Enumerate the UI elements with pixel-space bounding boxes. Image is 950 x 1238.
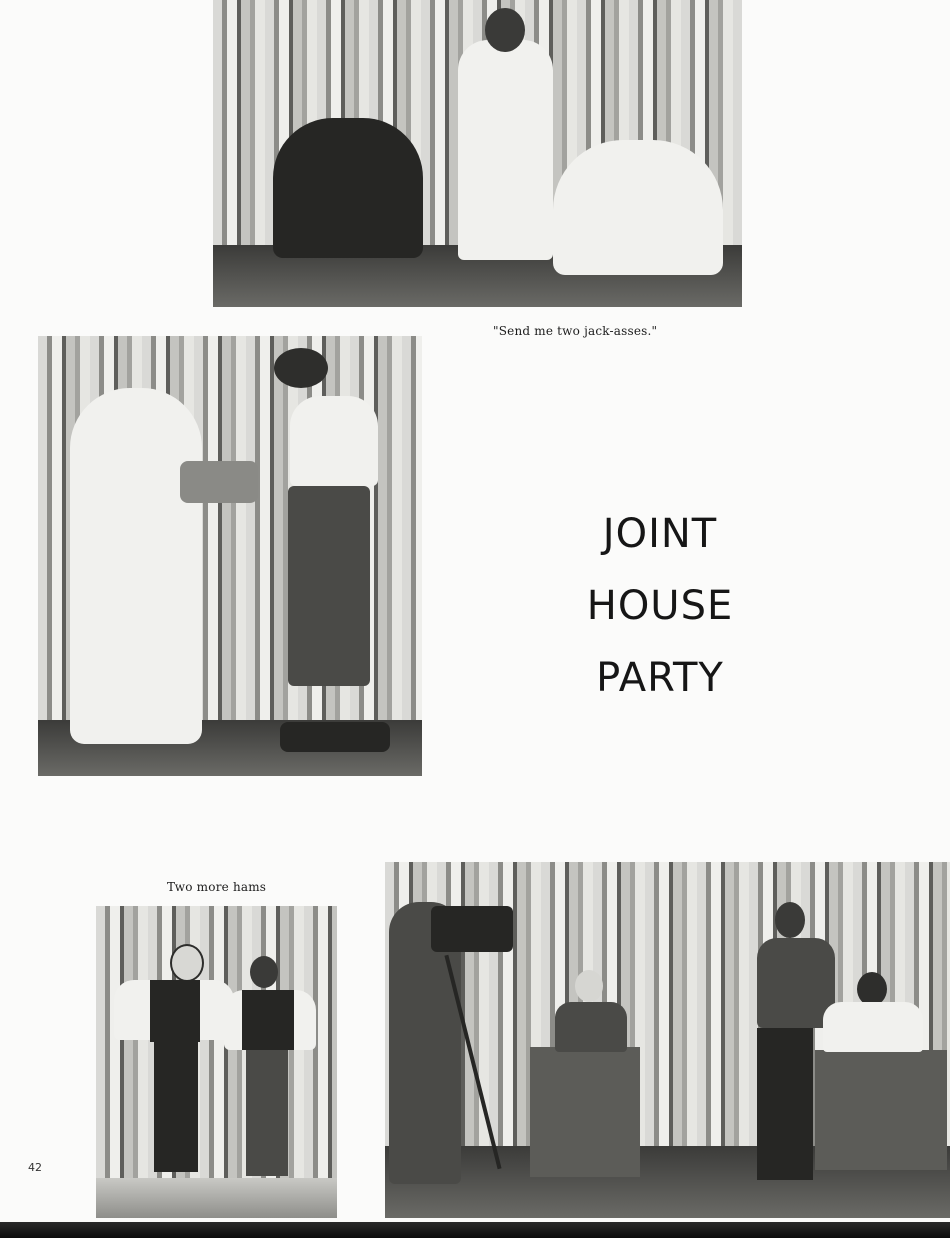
title-line-joint: JOINT (602, 511, 718, 557)
photo-bowing-actors (213, 0, 742, 307)
scan-edge (0, 1222, 950, 1238)
title-line-party: PARTY (596, 655, 724, 701)
desk-right (815, 1050, 947, 1170)
photo-two-hams (96, 906, 337, 1218)
figure-kneeling-robe (458, 40, 553, 260)
page-number: 42 (28, 1161, 42, 1174)
photo-photographer-and-typists (385, 862, 950, 1218)
caption-top-photo: "Send me two jack-asses." (493, 324, 658, 338)
figure-standing-man-legs (757, 1028, 813, 1180)
title-line-house: HOUSE (586, 583, 734, 629)
camera (431, 906, 513, 952)
desk-left (530, 1047, 640, 1177)
figure-boy-shirt (290, 396, 378, 486)
figure-typist-left (555, 1002, 627, 1052)
figure-ham-left-vest (150, 980, 200, 1042)
gift-box (180, 461, 258, 503)
boots (280, 722, 390, 752)
page-title (560, 498, 760, 714)
figure-ham-left-legs (154, 1042, 198, 1172)
figure-bowing-white (553, 140, 723, 275)
figure-ham-right-vest (242, 990, 294, 1050)
figure-bowing-dark-suit (273, 118, 423, 258)
caption-hams: Two more hams (167, 880, 267, 894)
photo-nun-and-boy (38, 336, 422, 776)
figure-nun (70, 388, 202, 744)
figure-ham-right-legs (246, 1050, 288, 1176)
figure-typist-right (823, 1002, 923, 1052)
figure-boy-trousers (288, 486, 370, 686)
